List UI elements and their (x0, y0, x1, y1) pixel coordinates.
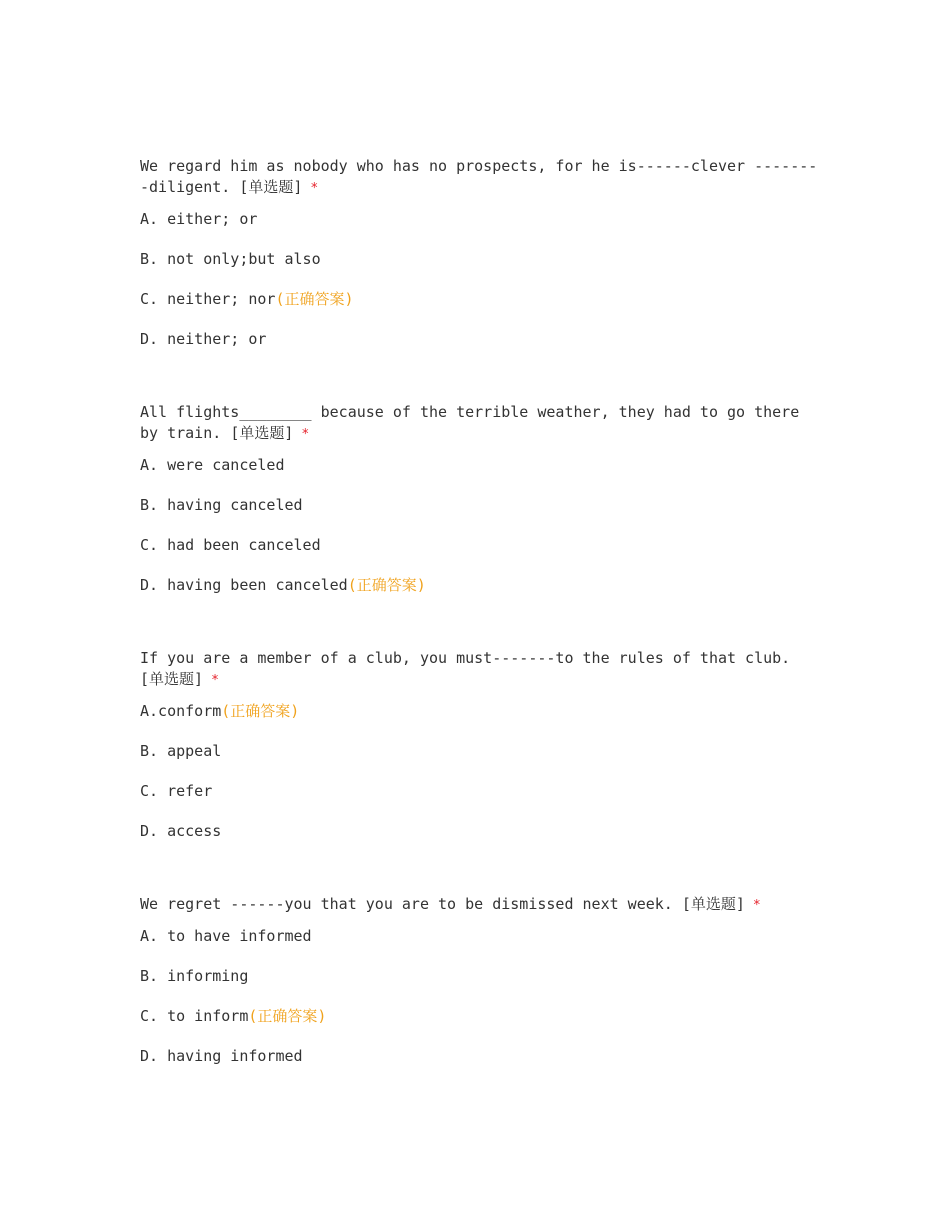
question-type-tag: [单选题] (230, 424, 294, 442)
correct-answer-label: (正确答案) (248, 1007, 327, 1025)
required-asterisk: * (310, 181, 319, 196)
question-4 (140, 894, 820, 1085)
question-stem (140, 402, 820, 445)
option-d: D. access (140, 822, 222, 840)
option-c: C. neither; nor(正确答案) (140, 290, 354, 308)
option-b: B. not only;but also (140, 250, 321, 268)
option-b: B. informing (140, 967, 249, 985)
question-stem (140, 894, 820, 916)
required-asterisk: * (752, 898, 761, 913)
question-stem (140, 156, 820, 199)
option-b: B. appeal (140, 742, 222, 760)
question-1 (140, 156, 820, 368)
question-text: All flights________ because of the terrible weather, they had to go there by train. (140, 403, 800, 442)
required-asterisk: * (211, 673, 219, 688)
option-c: C. to inform(正确答案) (140, 1007, 327, 1025)
question-type-tag: [单选题] (140, 670, 204, 688)
question-type-tag: [单选题] (681, 895, 745, 913)
option-b: B. having canceled (140, 496, 303, 514)
question-text: We regard him as nobody who has no prospects, for he is------clever --------diligent. (140, 157, 818, 196)
option-d: D. having informed (140, 1047, 303, 1065)
correct-answer-label: (正确答案) (347, 576, 426, 594)
required-asterisk: * (301, 427, 310, 442)
option-a: A. to have informed (140, 927, 312, 945)
correct-answer-label: (正确答案) (275, 290, 354, 308)
question-type-tag: [单选题] (239, 178, 303, 196)
option-d: D. neither; or (140, 330, 267, 348)
option-a: A. either; or (140, 210, 258, 228)
question-2 (140, 402, 820, 614)
option-c: C. refer (140, 782, 213, 800)
question-text: If you are a member of a club, you must-------to the rules of that club. (140, 649, 791, 667)
option-d: D. having been canceled(正确答案) (140, 576, 426, 594)
option-c: C. had been canceled (140, 536, 321, 554)
question-text: We regret ------you that you are to be dismissed next week. (140, 895, 673, 913)
option-a: A.conform(正确答案) (140, 702, 300, 720)
question-3 (140, 648, 820, 860)
question-stem (140, 648, 820, 691)
option-a: A. were canceled (140, 456, 285, 474)
correct-answer-label: (正确答案) (221, 702, 300, 720)
